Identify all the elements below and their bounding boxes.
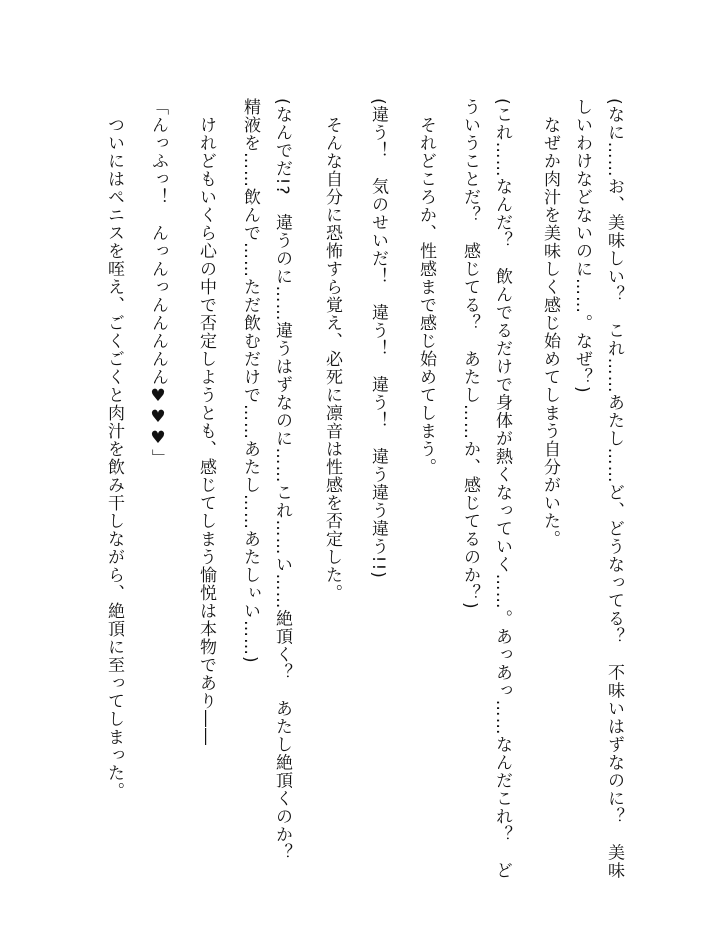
text-line: ついにはペニスを咥え、ごくごくと肉汁を飲み干しながら、絶頂に至ってしまった。	[104, 116, 124, 800]
text-line: なぜか肉汁を美味しく感じ始めてしまう自分がいた。	[540, 116, 560, 548]
text-line: (違う！ 気のせいだ！ 違う！ 違う！ 違う違う違う!!)	[368, 98, 388, 579]
text-line: (なに……お、美味しい？ これ……あたし……ど、どうなってる？ 不味いはずなのに？ 美味	[604, 98, 624, 880]
text-line: そんな自分に恐怖すら覚え、必死に凛音は性感を否定した。	[322, 116, 342, 602]
text-line: しいわけなどないのに……。なぜ？)	[572, 98, 592, 394]
text-line: (これ……なんだ？ 飲んでるだけで身体が熱くなっていく……。あっあっ……なんだこれ？ ど	[492, 98, 512, 880]
text-line: 「んっふっ！ んっんっんんんんん♥♥♥」	[148, 98, 168, 467]
text-line: ういうことだ？ 感じてる？ あたし……か、感じてるのか？)	[460, 98, 480, 610]
text-line: (なんでだ!? 違うのに……違うはずなのに……これ……い……絶頂く？ あたし絶頂くのか？	[272, 98, 292, 862]
text-line: けれどもいくら心の中で否定しようとも、感じてしまう愉悦は本物であり――	[196, 116, 216, 746]
text-line: 精液を……飲んで……ただ飲むだけで……あたし……あたしぃい……)	[240, 98, 260, 664]
text-line: それどころか、性感まで感じ始めてしまう。	[416, 116, 436, 476]
